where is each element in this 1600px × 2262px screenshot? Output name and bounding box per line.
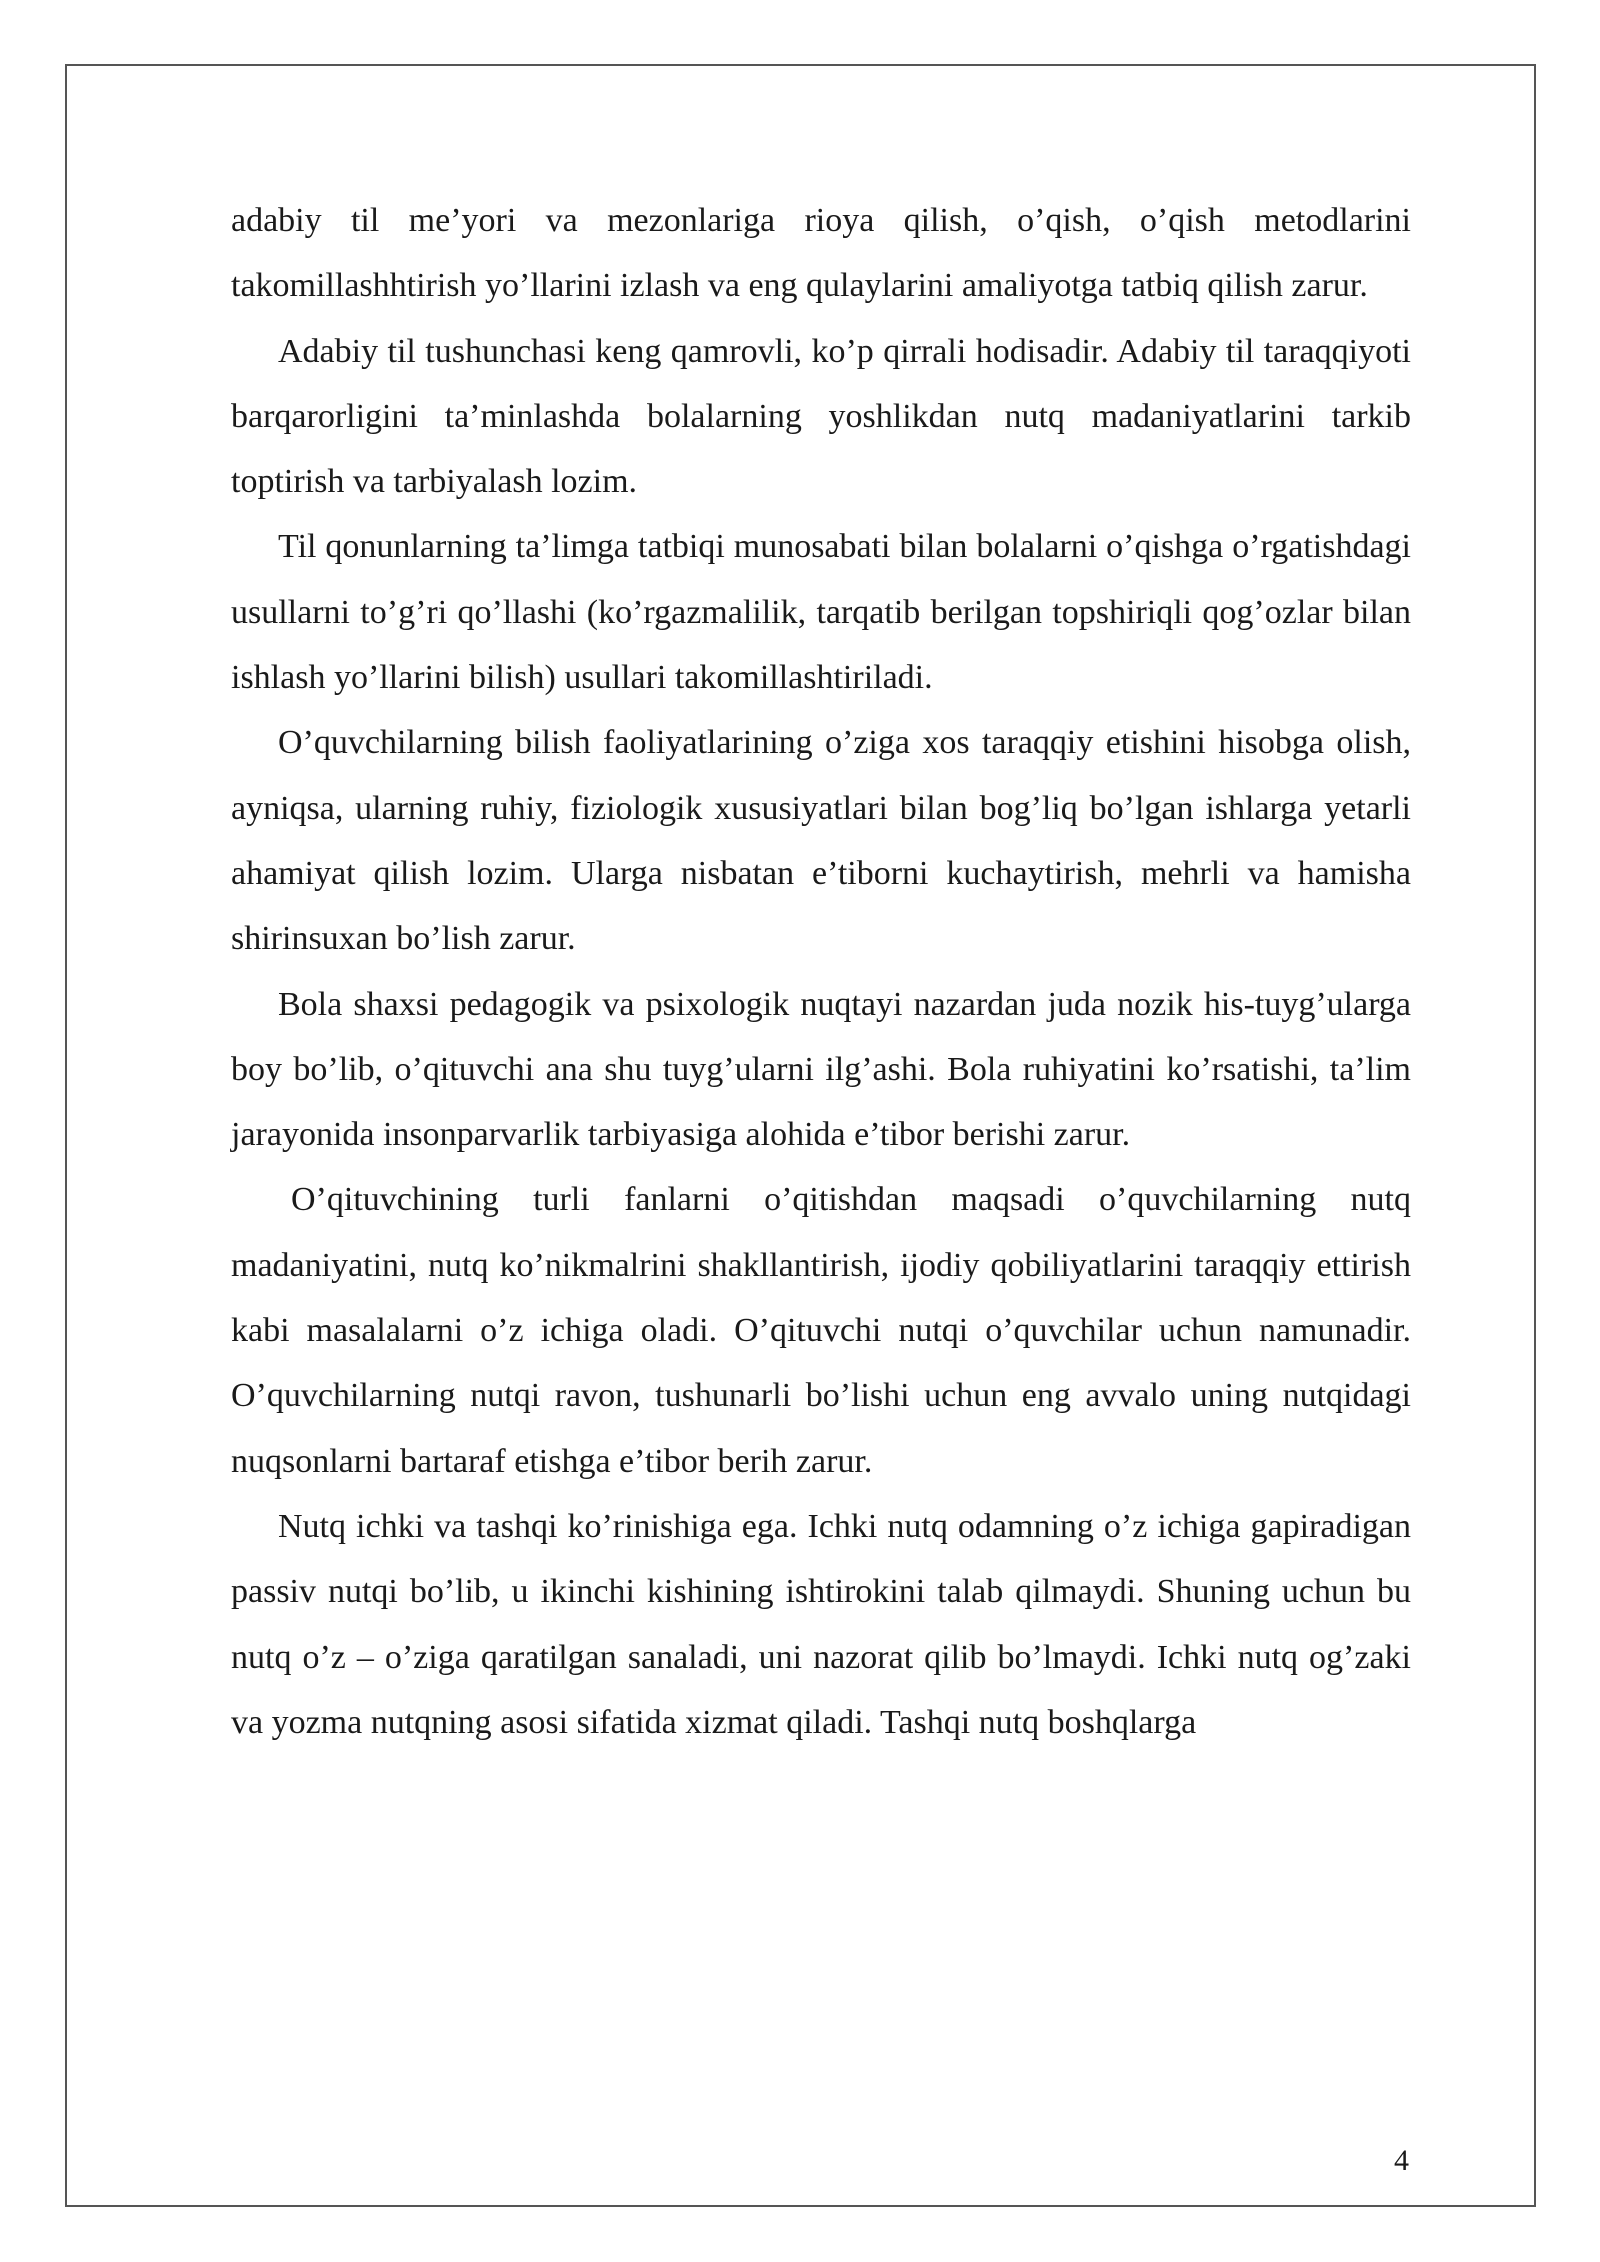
paragraph-5: Bola shaxsi pedagogik va psixologik nuqtayi nazardan juda nozik his-tuyg’ularga boy bo’lib, o’qituvchi ana shu tuyg’ularni ilg’ashi. Bola ruhiyatini ko’rsatishi, ta’lim jarayonida insonparvarlik tarbiyasiga alohida e’tibor berishi zarur.: [231, 985, 1411, 1154]
document-body: [231, 188, 1411, 1755]
paragraph-6: O’qituvchining turli fanlarni o’qitishdan maqsadi o’quvchilarning nutq madaniyatini, nutq ko’nikmalrini shakllantirish, ijodiy qobiliyatlarini taraqqiy ettirish kabi masalalarni o’z ichiga oladi. O’qituvchi nutqi o’quvchilar uchun namunadir. O’quvchilarning nutqi ravon, tushunarli bo’lishi uchun eng avvalo uning nutqidagi nuqsonlarni bartaraf etishga e’tibor berih zarur.: [231, 1181, 1411, 1480]
paragraph-2: Adabiy til tushunchasi keng qamrovli, ko’p qirrali hodisadir. Adabiy til taraqqiyoti barqarorligini ta’minlashda bolalarning yoshlikdan nutq madaniyatlarini tarkib toptirish va tarbiyalash lozim.: [231, 332, 1411, 501]
paragraph-3: Til qonunlarning ta’limga tatbiqi munosabati bilan bolalarni o’qishga o’rgatishdagi usullarni to’g’ri qo’llashi (ko’rgazmalilik, tarqatib berilgan topshiriqli qog’ozlar bilan ishlash yo’llarini bilish) usullari takomillashtiriladi.: [231, 528, 1411, 697]
paragraph-4: O’quvchilarning bilish faoliyatlarining o’ziga xos taraqqiy etishini hisobga olish, ayniqsa, ularning ruhiy, fiziologik xususiyatlari bilan bog’liq bo’lgan ishlarga yetarli ahamiyat qilish lozim. Ularga nisbatan e’tiborni kuchaytirish, mehrli va hamisha shirinsuxan bo’lish zarur.: [231, 724, 1411, 958]
paragraph-7: Nutq ichki va tashqi ko’rinishiga ega. Ichki nutq odamning o’z ichiga gapiradigan passiv nutqi bo’lib, u ikinchi kishining ishtirokini talab qilmaydi. Shuning uchun bu nutq o’z – o’ziga qaratilgan sanaladi, uni nazorat qilib bo’lmaydi. Ichki nutq og’zaki va yozma nutqning asosi sifatida xizmat qiladi. Tashqi nutq boshqlarga: [231, 1507, 1411, 1741]
paragraph-1: adabiy til me’yori va mezonlariga rioya qilish, o’qish, o’qish metodlarini takomillashhtirish yo’llarini izlash va eng qulaylarini amaliyotga tatbiq qilish zarur.: [231, 202, 1411, 305]
page-number: 4: [1394, 2144, 1409, 2177]
